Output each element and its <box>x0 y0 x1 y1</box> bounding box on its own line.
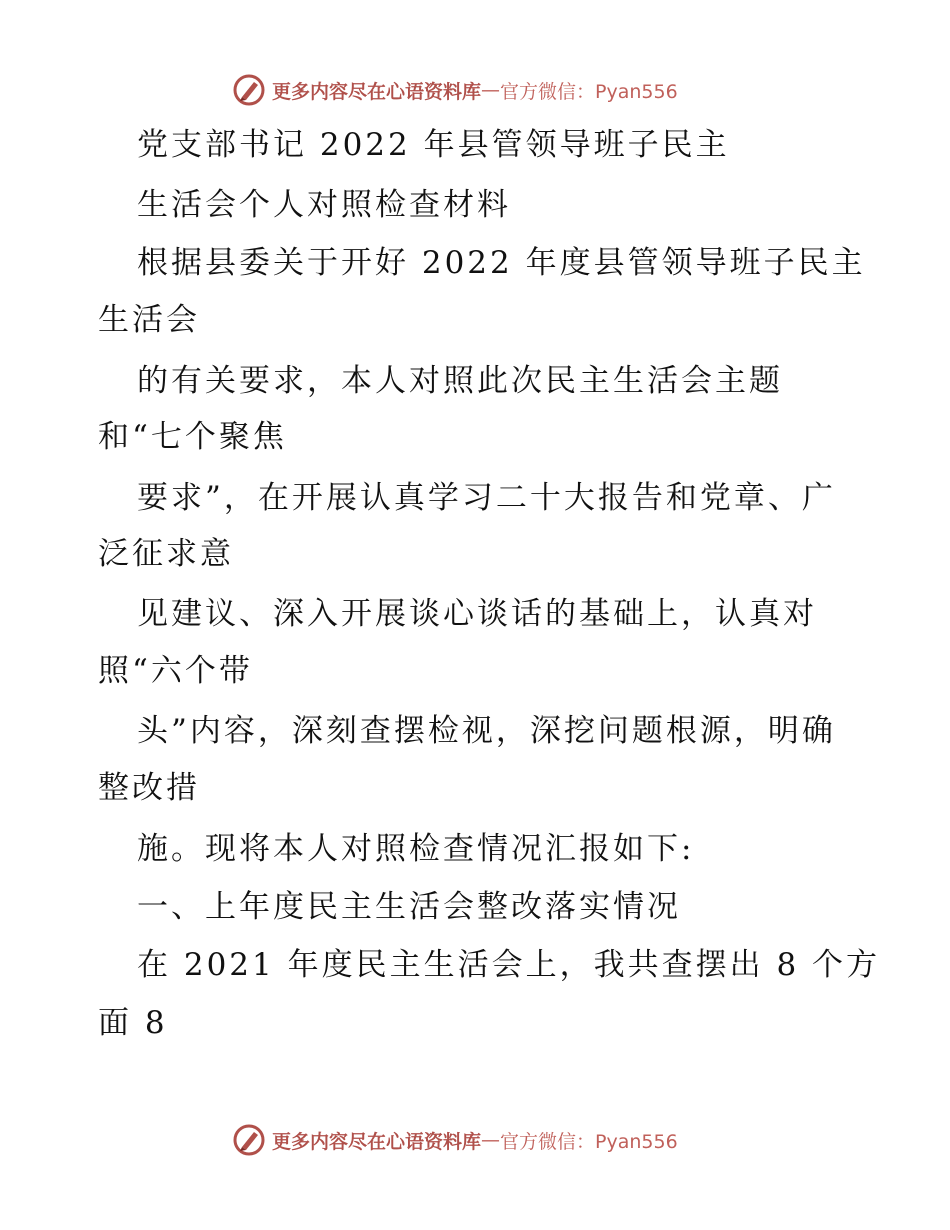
pen-logo-icon <box>232 1123 266 1157</box>
watermark-contact: 官方微信：Pyan556 <box>500 80 678 103</box>
doc-paragraph-line: 头”内容，深刻查摆检视，深挖问题根源，明确 <box>137 713 836 749</box>
doc-paragraph-line: 生活会 <box>98 302 200 338</box>
doc-title-line-2: 生活会个人对照检查材料 <box>137 187 511 223</box>
doc-section-heading: 一、上年度民主生活会整改落实情况 <box>137 889 681 925</box>
doc-paragraph-line: 整改措 <box>98 770 200 806</box>
watermark-brand: 更多内容尽在心语资料库 <box>272 1130 482 1153</box>
pen-logo-icon <box>232 73 266 107</box>
watermark-header <box>232 72 678 108</box>
doc-paragraph-line: 面 8 <box>98 1005 168 1041</box>
doc-paragraph-line: 施。现将本人对照检查情况汇报如下: <box>137 831 695 867</box>
watermark-footer <box>232 1122 678 1158</box>
doc-paragraph-line: 和“七个聚焦 <box>98 419 287 455</box>
doc-paragraph-line: 的有关要求，本人对照此次民主生活会主题 <box>137 363 783 399</box>
watermark-brand: 更多内容尽在心语资料库 <box>272 80 482 103</box>
doc-title-line-1: 党支部书记 2022 年县管领导班子民主 <box>137 127 730 163</box>
watermark-contact: 官方微信：Pyan556 <box>500 1130 678 1153</box>
doc-paragraph-line: 根据县委关于开好 2022 年度县管领导班子民主 <box>137 245 866 281</box>
doc-paragraph-line: 在 2021 年度民主生活会上，我共查摆出 8 个方 <box>137 947 881 983</box>
watermark-separator: — <box>481 1129 501 1151</box>
doc-paragraph-line: 照“六个带 <box>98 653 253 689</box>
doc-paragraph-line: 见建议、深入开展谈心谈话的基础上，认真对 <box>137 596 817 632</box>
watermark-separator: — <box>481 79 501 101</box>
doc-paragraph-line: 要求”，在开展认真学习二十大报告和党章、广 <box>137 480 836 516</box>
doc-paragraph-line: 泛征求意 <box>98 536 234 572</box>
